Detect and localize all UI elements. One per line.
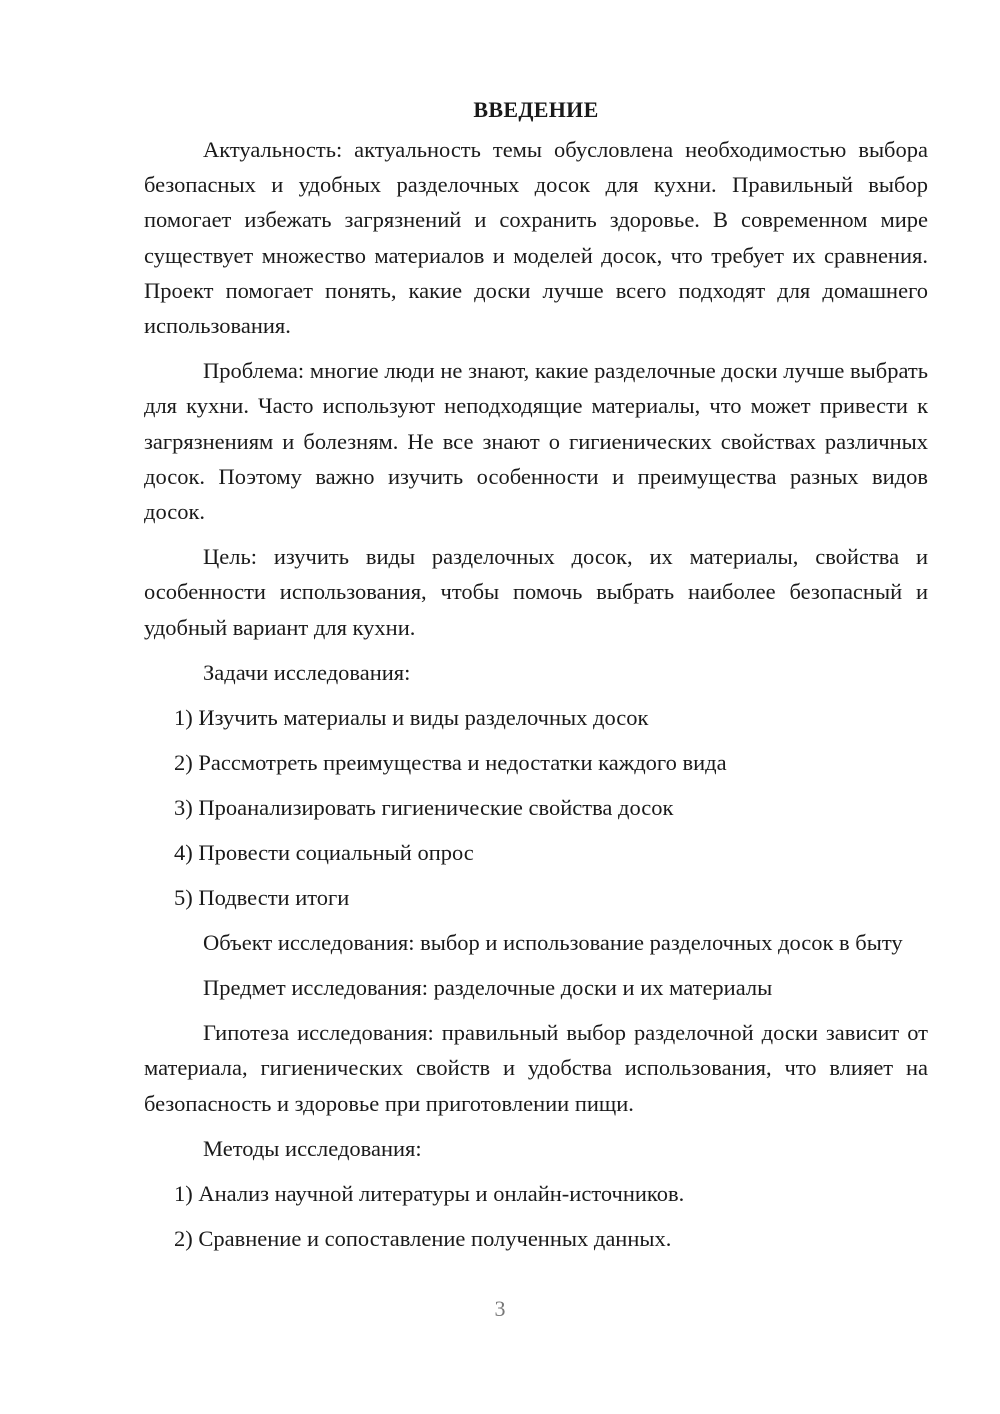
methods-list <box>144 1176 928 1256</box>
methods-label: Методы исследования: <box>203 1135 422 1161</box>
relevance-paragraph: Актуальность: актуальность темы обусловлена необходимостью выбора безопасных и удобных разделочных досок для кухни. Правильный выбор помогает избежать загрязнений и сохранить здоровье. В современном мире существует множество материалов и моделей досок, что требует их сравнения. Проект помогает понять, какие доски лучше всего подходят для домашнего использования. <box>144 137 928 339</box>
list-item: 3) Проанализировать гигиенические свойства досок <box>174 794 674 820</box>
tasks-list <box>144 700 928 915</box>
list-item: 2) Рассмотреть преимущества и недостатки каждого вида <box>174 749 727 775</box>
tasks-label: Задачи исследования: <box>203 659 411 685</box>
list-item: 2) Сравнение и сопоставление полученных данных. <box>174 1225 672 1251</box>
section-title: ВВЕДЕНИЕ <box>473 97 599 122</box>
list-item: 1) Изучить материалы и виды разделочных досок <box>174 704 649 730</box>
list-item: 1) Анализ научной литературы и онлайн-источников. <box>174 1180 685 1206</box>
page-number: 3 <box>494 1296 506 1321</box>
list-item: 4) Провести социальный опрос <box>174 839 474 865</box>
document-page <box>144 92 928 1266</box>
subject-paragraph: Предмет исследования: разделочные доски и их материалы <box>203 975 773 1001</box>
problem-paragraph: Проблема: многие люди не знают, какие разделочные доски лучше выбрать для кухни. Часто используют неподходящие материалы, что может привести к загрязнениям и болезням. Не все знают о гигиенических свойствах различных досок. Поэтому важно изучить особенности и преимущества разных видов досок. <box>144 358 928 525</box>
object-paragraph: Объект исследования: выбор и использование разделочных досок в быту <box>203 929 903 955</box>
hypothesis-paragraph: Гипотеза исследования: правильный выбор разделочной доски зависит от материала, гигиенических свойств и удобства использования, что влияет на безопасность и здоровье при приготовлении пищи. <box>144 1020 928 1116</box>
goal-paragraph: Цель: изучить виды разделочных досок, их материалы, свойства и особенности использования, чтобы помочь выбрать наиболее безопасный и удобный вариант для кухни. <box>144 544 928 640</box>
list-item: 5) Подвести итоги <box>174 884 350 910</box>
